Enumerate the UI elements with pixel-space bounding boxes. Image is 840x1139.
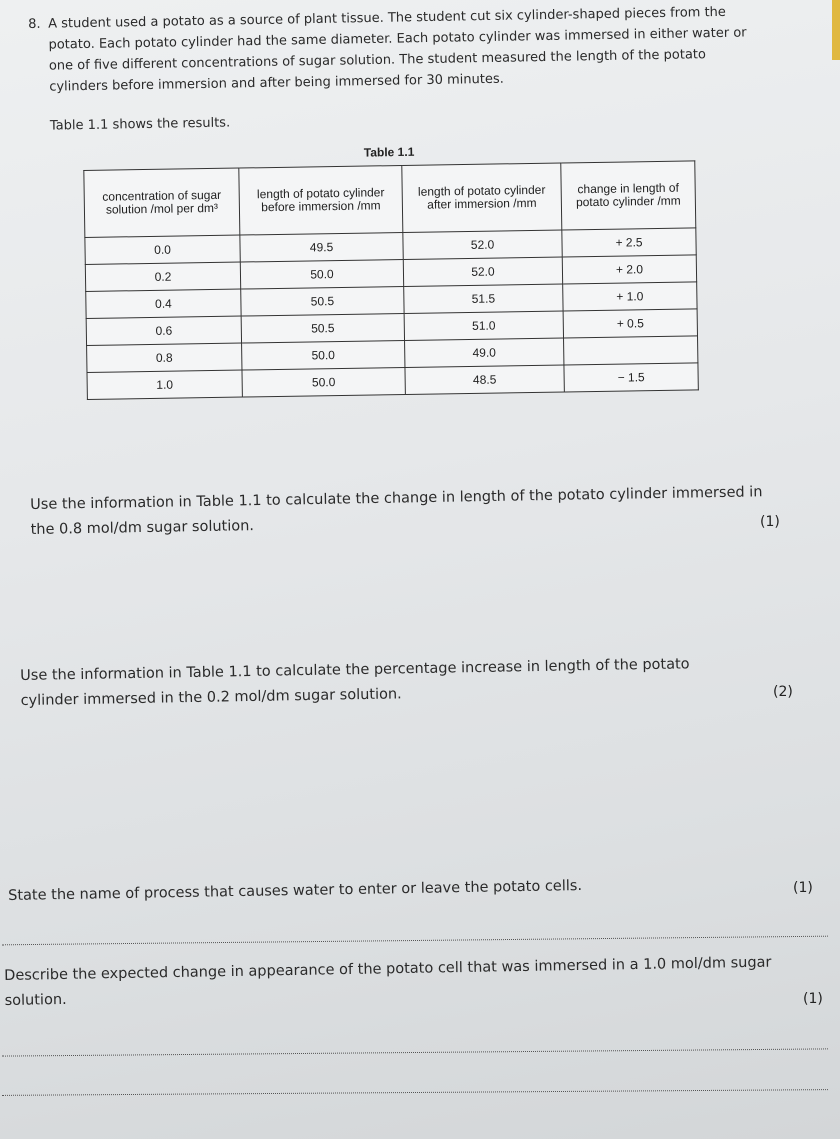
sub-question-b: Use the information in Table 1.1 to calculate the percentage increase in length of the potato cylinder immersed in the 0.2 mol/dm sugar solution. <box>20 656 690 709</box>
marks-c: (1) <box>793 880 813 896</box>
answer-line-d2[interactable] <box>2 1089 828 1096</box>
cell-length-before: 50.0 <box>242 367 405 397</box>
question-number: 8. <box>28 16 41 32</box>
header-change: change in length of potato cylinder /mm <box>561 161 696 230</box>
cell-length-after: 51.0 <box>404 311 563 340</box>
cell-change: + 0.5 <box>563 309 697 338</box>
sub-question-a: Use the information in Table 1.1 to calculate the change in length of the potato cylinder immersed in the 0.8 mol/dm sugar solution. <box>30 484 763 538</box>
marks-d: (1) <box>803 991 823 1007</box>
cell-concentration: 0.4 <box>86 289 241 318</box>
cell-concentration: 0.0 <box>85 235 240 264</box>
sub-question-d: Describe the expected change in appearance of the potato cell that was immersed in a 1.0 mol/dm sugar solution. <box>4 954 772 1009</box>
intro-text: A student used a potato as a source of plant tissue. The student cut six cylinder-shaped pieces from the potato. Each potato cylinder had the same diameter. Each potato cylinder was immersed in either water or one of five different concentrations of sugar solution. The student measured the length of the potato cylinders before immersion and after being immersed for 30 minutes. <box>48 4 747 95</box>
cell-length-after: 52.0 <box>403 257 562 286</box>
cell-length-after: 48.5 <box>405 365 564 394</box>
table-title: Table 1.1 <box>363 144 415 160</box>
cell-length-after: 52.0 <box>403 230 562 259</box>
cell-length-before: 50.5 <box>241 286 404 316</box>
answer-line-d1[interactable] <box>2 1048 828 1056</box>
cell-concentration: 1.0 <box>87 370 242 399</box>
cell-length-after: 49.0 <box>405 338 564 367</box>
cell-length-before: 49.5 <box>240 232 403 262</box>
sub-question-c: State the name of process that causes water to enter or leave the potato cells. <box>8 877 583 904</box>
cell-length-before: 50.0 <box>242 340 405 370</box>
answer-line-c[interactable] <box>2 936 828 946</box>
header-concentration: concentration of sugar solution /mol per dm³ <box>84 168 240 237</box>
page-edge-tab <box>832 0 840 60</box>
cell-length-after: 51.5 <box>404 284 563 313</box>
marks-a: (1) <box>760 514 780 530</box>
cell-change-blank <box>564 336 698 365</box>
marks-b: (2) <box>773 684 793 700</box>
cell-change: + 1.0 <box>563 282 697 311</box>
results-table <box>83 160 699 400</box>
cell-length-before: 50.0 <box>240 259 403 289</box>
question-intro <box>28 1 750 137</box>
header-length-after: length of potato cylinder after immersion /mm <box>402 163 562 232</box>
results-table-block <box>83 140 699 400</box>
cell-change: − 1.5 <box>564 363 698 392</box>
cell-concentration: 0.2 <box>85 262 240 291</box>
cell-concentration: 0.6 <box>86 316 241 345</box>
table-header-row <box>84 161 696 238</box>
cell-change: + 2.5 <box>562 228 696 257</box>
header-length-before: length of potato cylinder before immersion /mm <box>239 165 403 235</box>
cell-change: + 2.0 <box>562 255 696 284</box>
cell-concentration: 0.8 <box>87 343 242 372</box>
table-reference: Table 1.1 shows the results. <box>49 115 231 134</box>
cell-length-before: 50.5 <box>241 313 404 343</box>
